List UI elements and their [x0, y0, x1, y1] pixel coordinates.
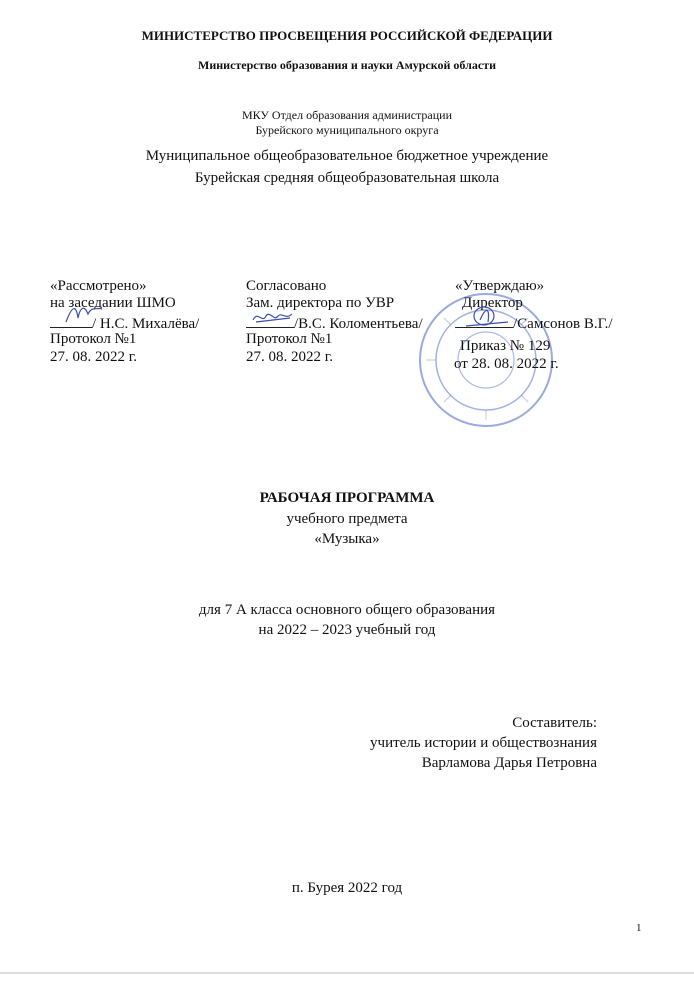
department-line2: Бурейского муниципального округа [255, 123, 439, 137]
approved-date: от 28. 08. 2022 г. [454, 356, 559, 372]
program-class-line: для 7 А класса основного общего образования [198, 602, 496, 618]
approved-line2: Директор [462, 295, 523, 311]
scan-edge [0, 972, 694, 974]
approved-order: Приказ № 129 [460, 338, 551, 354]
agreed-title: Согласовано [246, 278, 327, 294]
agreed-protocol: Протокол №1 [246, 331, 333, 347]
regional-ministry: Министерство образования и науки Амурской области [198, 58, 496, 72]
reviewed-signature: / Н.С. Михалёва/ [92, 316, 200, 332]
department-line1: МКУ Отдел образования администрации [242, 108, 452, 122]
author-label: Составитель: [512, 715, 597, 731]
reviewed-date: 27. 08. 2022 г. [50, 349, 137, 365]
reviewed-line2: на заседании ШМО [50, 295, 176, 311]
author-position: учитель истории и обществознания [370, 735, 597, 751]
institution-line1: Муниципальное общеобразовательное бюджетное учреждение [145, 148, 549, 164]
program-year-line: на 2022 – 2023 учебный год [258, 622, 436, 638]
agreed-signature: /В.С. Коломентьева/ [294, 316, 423, 332]
author-name: Варламова Дарья Петровна [421, 755, 597, 771]
agreed-date: 27. 08. 2022 г. [246, 349, 333, 365]
approved-signature: /Самсонов В.Г./ [513, 316, 613, 332]
institution-line2: Бурейская средняя общеобразовательная школа [194, 170, 500, 186]
program-title: РАБОЧАЯ ПРОГРАММА [259, 490, 435, 506]
reviewed-handwritten-signature [62, 300, 106, 328]
program-subtitle: учебного предмета [286, 511, 408, 527]
place-year: п. Бурея 2022 год [291, 880, 403, 896]
agreed-line2: Зам. директора по УВР [246, 295, 395, 311]
page-number: 1 [636, 922, 642, 934]
agreed-handwritten-signature [250, 306, 296, 328]
approved-handwritten-signature [462, 302, 512, 330]
reviewed-protocol: Протокол №1 [50, 331, 137, 347]
reviewed-title: «Рассмотрено» [50, 278, 147, 294]
approved-title: «Утверждаю» [455, 278, 545, 294]
program-subject: «Музыка» [314, 531, 380, 547]
ministry-title: МИНИСТЕРСТВО ПРОСВЕЩЕНИЯ РОССИЙСКОЙ ФЕДЕРАЦИИ [141, 28, 553, 43]
